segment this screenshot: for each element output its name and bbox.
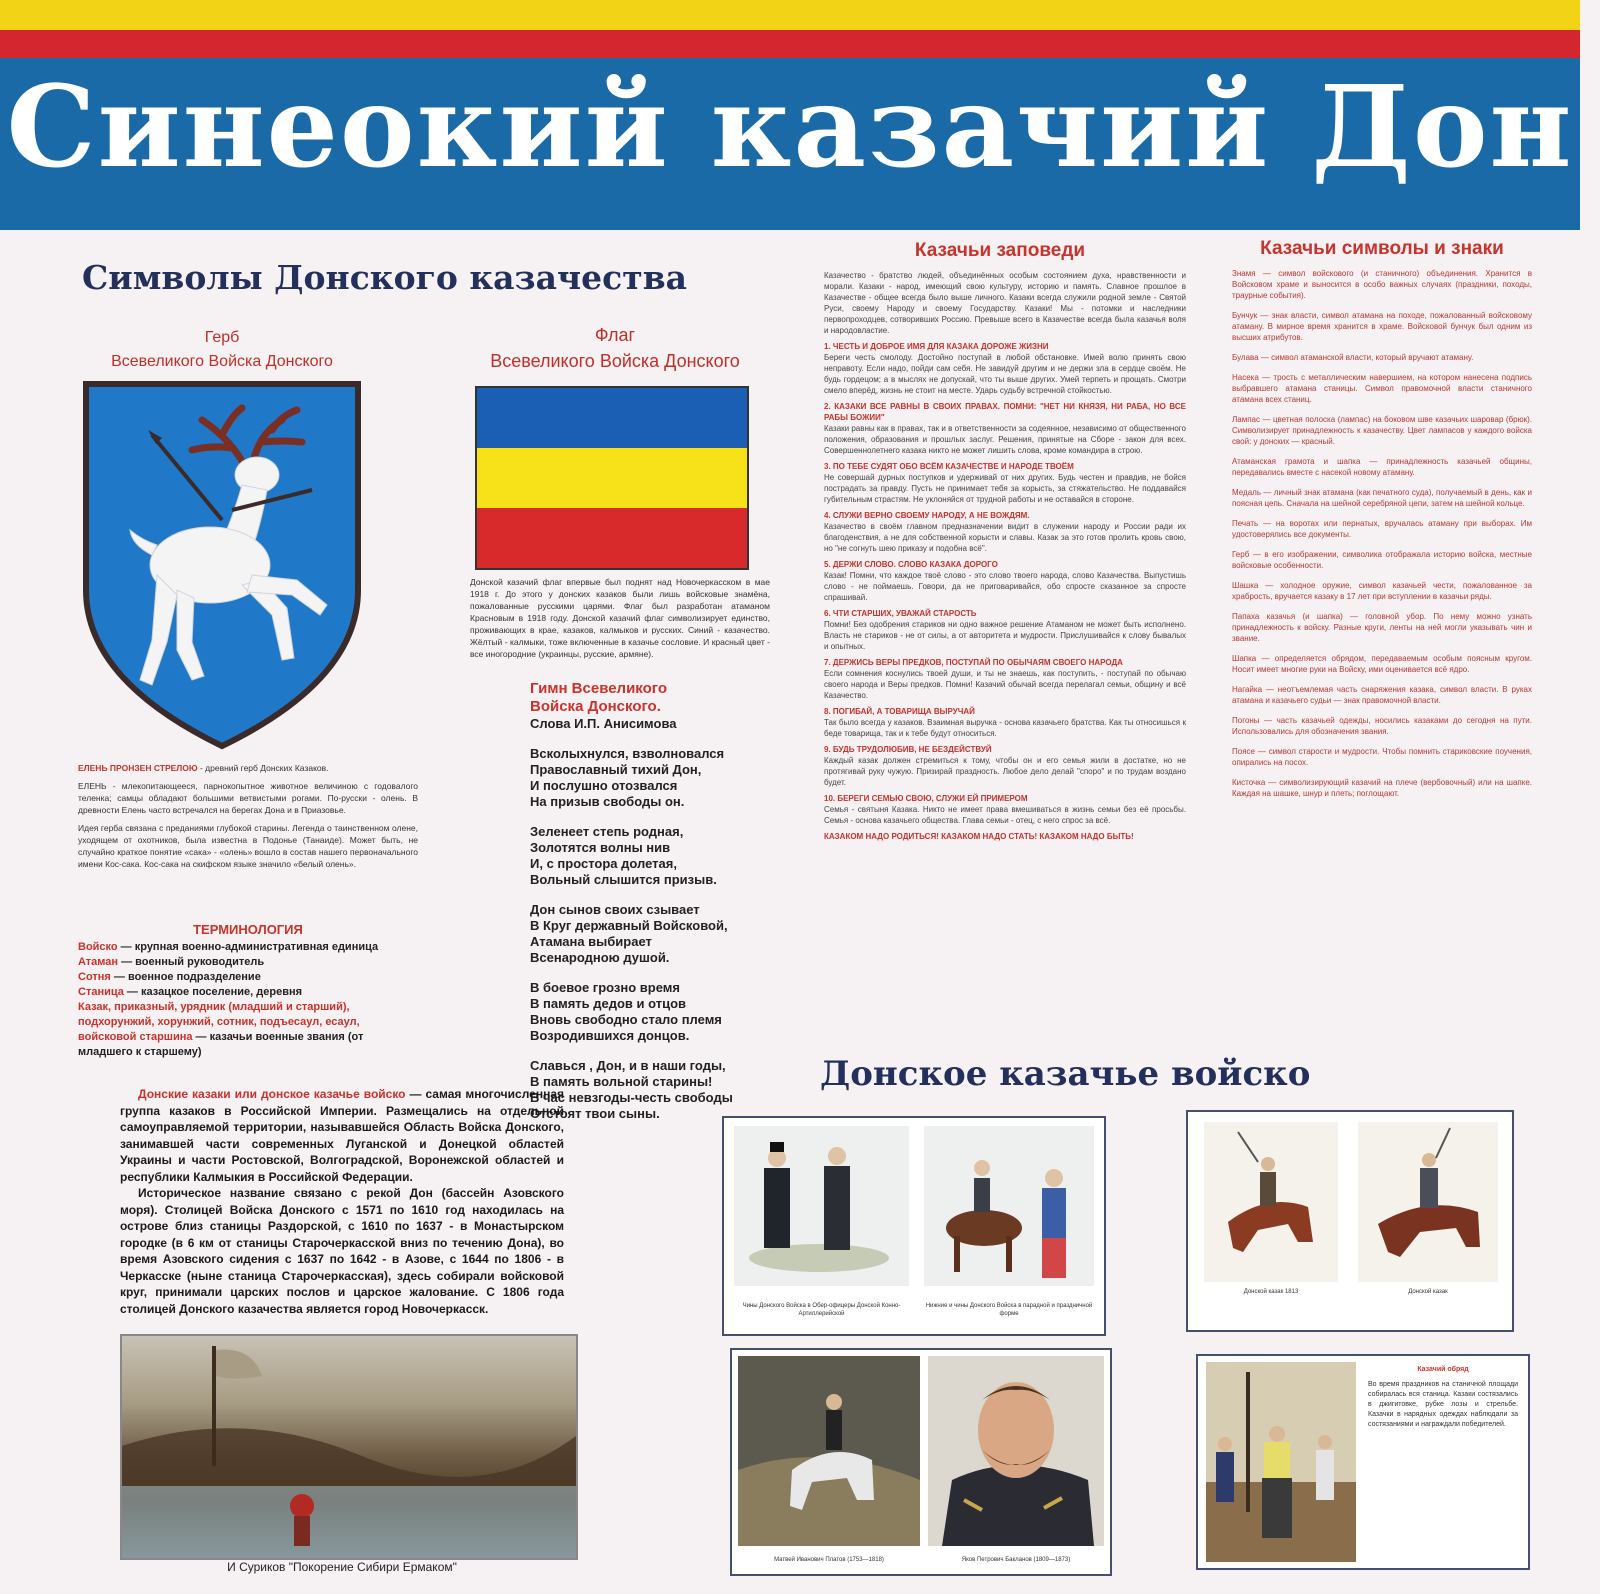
anthem-stanza: Славься , Дон, и в наши годы, В память вольной старины! В час невзгоды-честь свободы Отстоят твои сыны. xyxy=(530,1058,733,1121)
signs-heading: Казачьи символы и знаки xyxy=(1260,238,1504,259)
don-flag xyxy=(475,386,749,570)
deer-pierced-by-arrow-icon xyxy=(82,380,362,750)
army-panel-rite xyxy=(1196,1354,1530,1570)
anthem-stanza: Дон сынов своих сзывает В Круг державный Войсковой, Атамана выбирает Всенародною душой. xyxy=(530,902,728,965)
army-panel-portraits xyxy=(730,1348,1112,1576)
riders-caption-left: Донской казак 1813 xyxy=(1243,1289,1299,1295)
flag-red-band xyxy=(477,508,747,568)
rite-title: Казачий обряд xyxy=(1417,1366,1469,1373)
red-stripe xyxy=(0,30,1580,58)
symbols-heading: Символы Донского казачества xyxy=(82,258,688,297)
term-row: Атаман — военный руководитель xyxy=(78,956,265,968)
commandments-heading: Казачьи заповеди xyxy=(914,240,1086,261)
coat-caption: Герб Всевеликого Войска Донского xyxy=(111,329,333,370)
page-title: Синеокий казачий Дон xyxy=(6,62,1574,193)
uniforms-caption-left: Чины Донского Войска в Обер-офицеры Донской Конно-Артиллерийской xyxy=(742,1303,901,1317)
signs-text: Знамя — символ войскового (и станичного) объединения. Хранится в Войсковом храме и выносится в особо важных случаях (праздники, походы, траурные события). Бунчук — знак власти, символ атамана на походе, пожалованный войсковому атаману. В мирное время хранится в храме. Войсковой бунчук был одним из высших атрибутов. Булава — символ атаманской власти, который вручают атаману. Насека — трость с металлическим навершием, на котором нанесена подпись выбравшего атамана станицы. Символ правомочной власти станичного атамана всех станиц. Лампас — цветная полоска (лампас) на боковом шве казачьих шаровар (брюк). Символизирует принадлежность к казачеству. Цвет лампасов у каждого войска свой: у донских — красный. Атаманская грамота и шапка — принадлежность казачьей общины, передавались вместе с насекой новому атаману. Медаль — личный знак атамана (как печатного суда), получаемый в день, как и поясная цепь. Сначала на шейной серебряной цепи, затем на шейной кольце. Печать — на воротах или пернатых, вручалась атаману при выборах. Им удостоверялись все документы. Герб — в его изображении, символика отображала историю войска, местные войсковые особенности. Шашка — холодное оружие, символ казачьей чести, пожалованное за храбрость, вручается казаку в 17 лет при вступлении в казачьи ряды. Папаха казачья (и шапка) — головной убор. По нему можно узнать принадлежность к войску. Разные круги, ленты на ней могли указывать чин и звание. Шапка — определяется обрядом, передаваемым особым поясным кругом. Носит имеет многие руки на Войску, ими оценивается всё ядро. Нагайка — неотъемлемая часть снаряжения казака, символ власти. В руках атамана и казачьего судьи — знак правомочной власти. Погоны — часть казачьей одежды, носились казаками до сегодня на пути. Использовались для обозначения звания. Поясе — символ старости и мудрости. Чтобы помнить стариковские поучения, опирались на посох. Кисточка — символизирующий казачий на плече (вербовочный) или на шапке. Каждая на шашке, шнур и плеть; поглощают. xyxy=(1232,269,1532,798)
history-text: Донские казаки или донское казачье войско — самая многочисленная группа казаков в Российской Империи. Размещались на отдельной самоуправляемой территории, называвшейся Область Войска Донского, занимавшей части современных Луганской и Донецкой областей Украины и части Ростовской, Волгоградской, Воронежской областей и республики Калмыкия в Российской Федерации. Историческое название связано с рекой Дон (бассейн Азовского моря). Столицей Войска Донского с 1571 по 1610 год находилась на острове близ станицы Раздорской, с 1610 по 1637 - в Монастырском городке (в 6 км от станицы Старочеркасской вниз по течению Дона), во время Азовского сидения с 1637 по 1642 - в Азове, с 1644 по 1806 - в Черкасске (ныне станица Старочеркасская), здесь собирали войсковой круг, принимали царских послов и царское жалование. С 1806 года столицей Донского казачества является город Новочеркасск. xyxy=(120,1087,565,1316)
riders-caption-right: Донской казак xyxy=(1408,1289,1448,1295)
portrait-caption-right: Яков Петрович Бакланов (1809—1873) xyxy=(961,1557,1071,1563)
anthem: Гимн Всевеликого Войска Донского. Слова И.П. Анисимова Всколыхнулся, взволновался Православный тихий Дон, И послушно отозвался На призыв свободы он. Зеленеет степь родная, Золотятся волны нив И, с простора долетая, Вольный слышится призыв. Дон сынов своих сзывает В Круг державный Войсковой, Атамана выбирает Всенародною душой. В боевое грозно время В память дедов и отцов Вновь свободно стало племя Возродившихся донцов. Славься , Дон, и в наши годы, В память вольной старины! В час невзгоды-честь свободы Отстоят твои сыны. xyxy=(530,680,790,1122)
uniforms-caption-right: Нижние и чины Донского Войска в парадной и праздничной форме xyxy=(925,1303,1093,1317)
anthem-stanza: Всколыхнулся, взволновался Православный тихий Дон, И послушно отозвался На призыв свободы он. xyxy=(530,746,725,809)
rite-text: Во время праздников на станичной площади собиралась вся станица. Казаки состязались в джигитовке, рубке лозы и стрельбе. Казачки в нарядных одеждах наблюдали за состязаниями и награждали победителей. xyxy=(1368,1381,1518,1428)
anthem-stanza: Зеленеет степь родная, Золотятся волны нив И, с простора долетая, Вольный слышится призыв. xyxy=(530,824,717,887)
painting-yermak xyxy=(120,1334,578,1560)
portrait-caption-left: Матвей Иванович Платов (1753—1818) xyxy=(774,1557,884,1563)
term-row: Сотня — военное подразделение xyxy=(78,971,261,983)
flag-caption: Флаг Всевеликого Войска Донского xyxy=(490,325,740,371)
painting-caption: И Суриков "Покорение Сибири Ермаком" xyxy=(227,1560,457,1574)
term-row: Казак, приказный, урядник (младший и старший), подхорунжий, хорунжий, сотник, подъесаул, есаул, войсковой старшина — казачьи военные звания (от младшего к старшему) xyxy=(78,1001,364,1058)
army-panel-uniforms xyxy=(722,1116,1106,1336)
army-heading: Донское казачье войско xyxy=(820,1054,1311,1094)
term-row: Войско — крупная военно-административная единица xyxy=(78,941,379,953)
commandments-text: Казачество - братство людей, объединённых особым состоянием духа, нравственности и морали. Казаки - народ, имеющий свою культуру, историю и память. Славное прошлое в Казачестве - общее всегда было выше личного. Казаки всегда служили родной земле - Святой Руси, своему Народу и своему Государству. Казаки! Мы - потомки и наследники первопроходцев, сотворивших Россию. Превыше всего в Казачестве всегда была казачья воля и народовластие. 1. ЧЕСТЬ И ДОБРОЕ ИМЯ ДЛЯ КАЗАКА ДОРОЖЕ ЖИЗНИ Береги честь смолоду. Достойно поступай в любой обстановке. Имей волю принять свою неправоту. Если надо, пойди сам себя. Не завидуй другим и не держи зла в сердце своём. Не будь гордецом; а в мыслях не допускай, что ты выше других. Умей терпеть и прощать. Смотри смело вперёд, жизнь не стоит на месте. Ударь судьбу встречной стойкостью. 2. КАЗАКИ ВСЕ РАВНЫ В СВОИХ ПРАВАХ. ПОМНИ: "НЕТ НИ КНЯЗЯ, НИ РАБА, НО ВСЕ РАБЫ БОЖИИ" Казаки равны как в правах, так и в ответственности за содеянное, независимо от общественного положения, образования и прошлых заслуг. Решения, принятые на Сборе - закон для всех. Совершеннолетнего казака никто не может лишить слова, кроме командира в строю. 3. ПО ТЕБЕ СУДЯТ ОБО ВСЁМ КАЗАЧЕСТВЕ И НАРОДЕ ТВОЁМ Не совершай дурных поступков и удерживай от них других. Будь честен и правдив, не бойся пострадать за правду. Пусть не принимает тебя за корысть, за стяжательство. Не поддавайся губительным страстям. Не уклоняйся от трудной работы и не оставайся в стороне. 4. СЛУЖИ ВЕРНО СВОЕМУ НАРОДУ, А НЕ ВОЖДЯМ. Казачество в своём главном предназначении видит в служении народу и России ради их благоденствия, а не для собственной корысти и славы. Казак за это готов пролить кровь свою, но "не согнуть шею приказу и подобна всё". 5. ДЕРЖИ СЛОВО. СЛОВО КАЗАКА ДОРОГО Казак! Помни, что каждое твоё слово - это слово твоего народа, слово Казачества. Выпустишь слово - не поймаешь. Говори, да не приговаривайся, обо спросте сказанное за спросте спрашивай. 6. ЧТИ СТАРШИХ, УВАЖАЙ СТАРОСТЬ Помни! Без одобрения стариков ни одно важное решение Атаманом не может быть исполнено. Власть не стариков - не от силы, а от авторитета и мудрости. Прислушивайся к слову бывалых и опытных. 7. ДЕРЖИСЬ ВЕРЫ ПРЕДКОВ, ПОСТУПАЙ ПО ОБЫЧАЯМ СВОЕГО НАРОДА Если сомнения коснулись твоей души, и ты не знаешь, как поступить, - поступай по обычаю своего народа и Веры предков. Помни! Казачий обычай всегда перелагал семьи, общину и всё Казачество. 8. ПОГИБАЙ, А ТОВАРИЩА ВЫРУЧАЙ Так было всегда у казаков. Взаимная выручка - основа казачьего братства. Как ты относишься к беде товарища, так и к тебе будут относиться. 9. БУДЬ ТРУДОЛЮБИВ, НЕ БЕЗДЕЙСТВУЙ Каждый казак должен стремиться к тому, чтобы он и его семья жили в достатке, но не протягивай руку чужую. Призирай праздность. Любое дело делай "споро" и по трудам воздано будет. 10. БЕРЕГИ СЕМЬЮ СВОЮ, СЛУЖИ ЕЙ ПРИМЕРОМ Семья - святыня Казака. Никто не имеет права вмешиваться в жизнь семьи без её просьбы. Семья - основа казачьего общества. Глава семьи - отец, с него спрос за всё. КАЗАКОМ НАДО РОДИТЬСЯ! КАЗАКОМ НАДО СТАТЬ! КАЗАКОМ НАДО БЫТЬ! xyxy=(824,271,1186,841)
term-row: Станица — казацкое поселение, деревня xyxy=(78,986,303,998)
coat-description: ЕЛЕНЬ ПРОНЗЕН СТРЕЛОЮ - древний герб Донских Казаков. ЕЛЕНЬ - млекопитающееся, парнокопытное животное величиною с годовалого теленка; самцы обладают большими ветвистыми рогами. По-русски - олень. В древности Елень часто встречался на берегах Дона и в Приазовье. Идея герба связана с преданиями глубокой старины. Легенда о таинственном олене, уходящем от охотников, была известна в Подонье (Танаиде). Может быть, не случайно краткое понятие «сака» - «олень» вошло в состав нашего первоначального имени Кос-сака. Кос-сака на скифском языке значило «белый олень». xyxy=(78,763,418,869)
terminology-list xyxy=(78,940,418,1060)
flag-yellow-band xyxy=(477,448,747,508)
terminology-heading: ТЕРМИНОЛОГИЯ xyxy=(193,922,303,937)
flag-description: Донской казачий флаг впервые был поднят над Новочеркасском в мае 1918 г. До этого у донских казаков были лишь войсковые знамёна, пожалованные русскими царями. Флаг был разработан атаманом Красновым в 1918 году. Донской казачий флаг символизирует единство, проживающих в крае, казаков, калмыков и русских. Синий - казачество. Жёлтый - калмыки, тоже включенные в казачье сословие. И красный цвет - все иногородние (украинцы, русские, армяне). xyxy=(470,577,770,659)
army-panel-riders xyxy=(1186,1110,1514,1332)
yellow-stripe xyxy=(0,0,1580,30)
anthem-stanza: В боевое грозно время В память дедов и отцов Вновь свободно стало племя Возродившихся донцов. xyxy=(530,980,722,1043)
flag-blue-band xyxy=(477,388,747,448)
